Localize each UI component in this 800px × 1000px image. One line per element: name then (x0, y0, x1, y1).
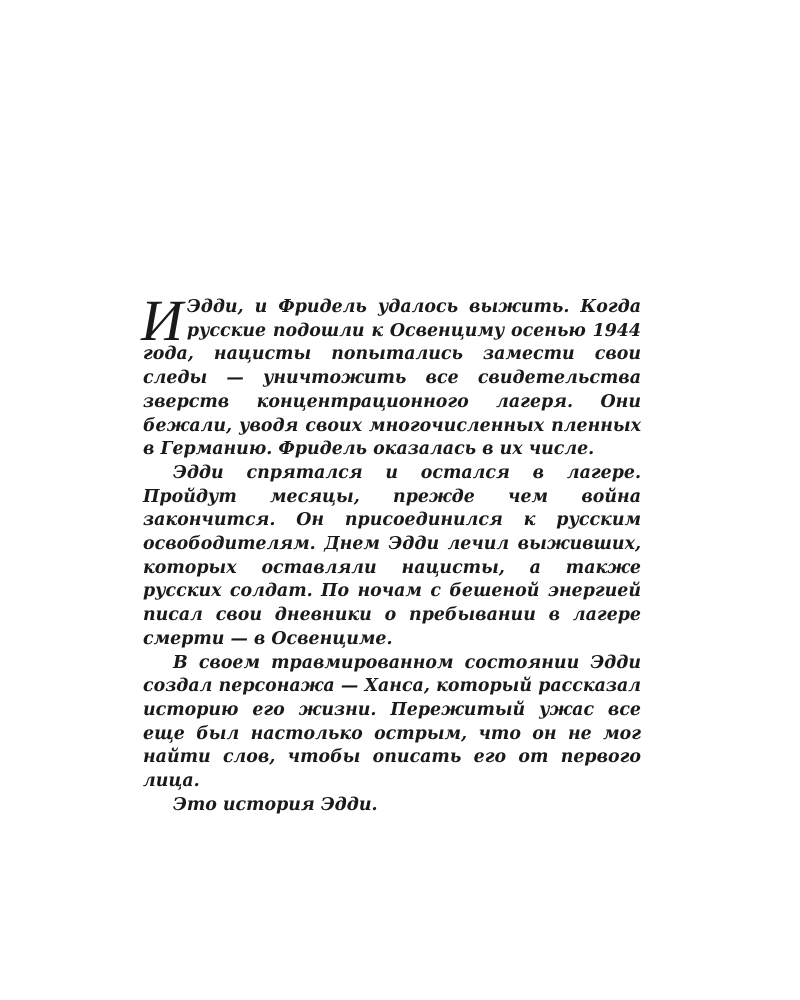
paragraph-1 (141, 288, 641, 462)
drop-cap: И (141, 288, 183, 353)
paragraph-4: Это история Эдди. (173, 794, 378, 815)
paragraph-2: Эдди спрятался и остался в лагере. Пройдут месяцы, прежде чем война закончится. Он присоединился к русским освободителям. Днем Эдди лечил выживших, которых оставляли нацисты, а также русских солдат. По ночам с бешеной энергией писал свои дневники о пребывании в лагере смерти — в Освенциме. (143, 462, 641, 649)
paragraph-1-text: Эдди, и Фридель удалось выжить. Когда русские подошли к Освенциму осенью 1944 года, нацисты попытались замести свои следы — уничтожить все свидетельства зверств концентрационного лагеря. Они бежали, уводя своих многочисленных пленных в Германию. Фридель оказалась в их числе. (143, 297, 641, 460)
text-block (141, 288, 641, 817)
paragraph-3: В своем травмированном состоянии Эдди создал персонажа — Ханса, который рассказал историю его жизни. Пережитый ужас все еще был настолько острым, что он не мог найти слов, чтобы описать его от первого лица. (143, 652, 641, 792)
